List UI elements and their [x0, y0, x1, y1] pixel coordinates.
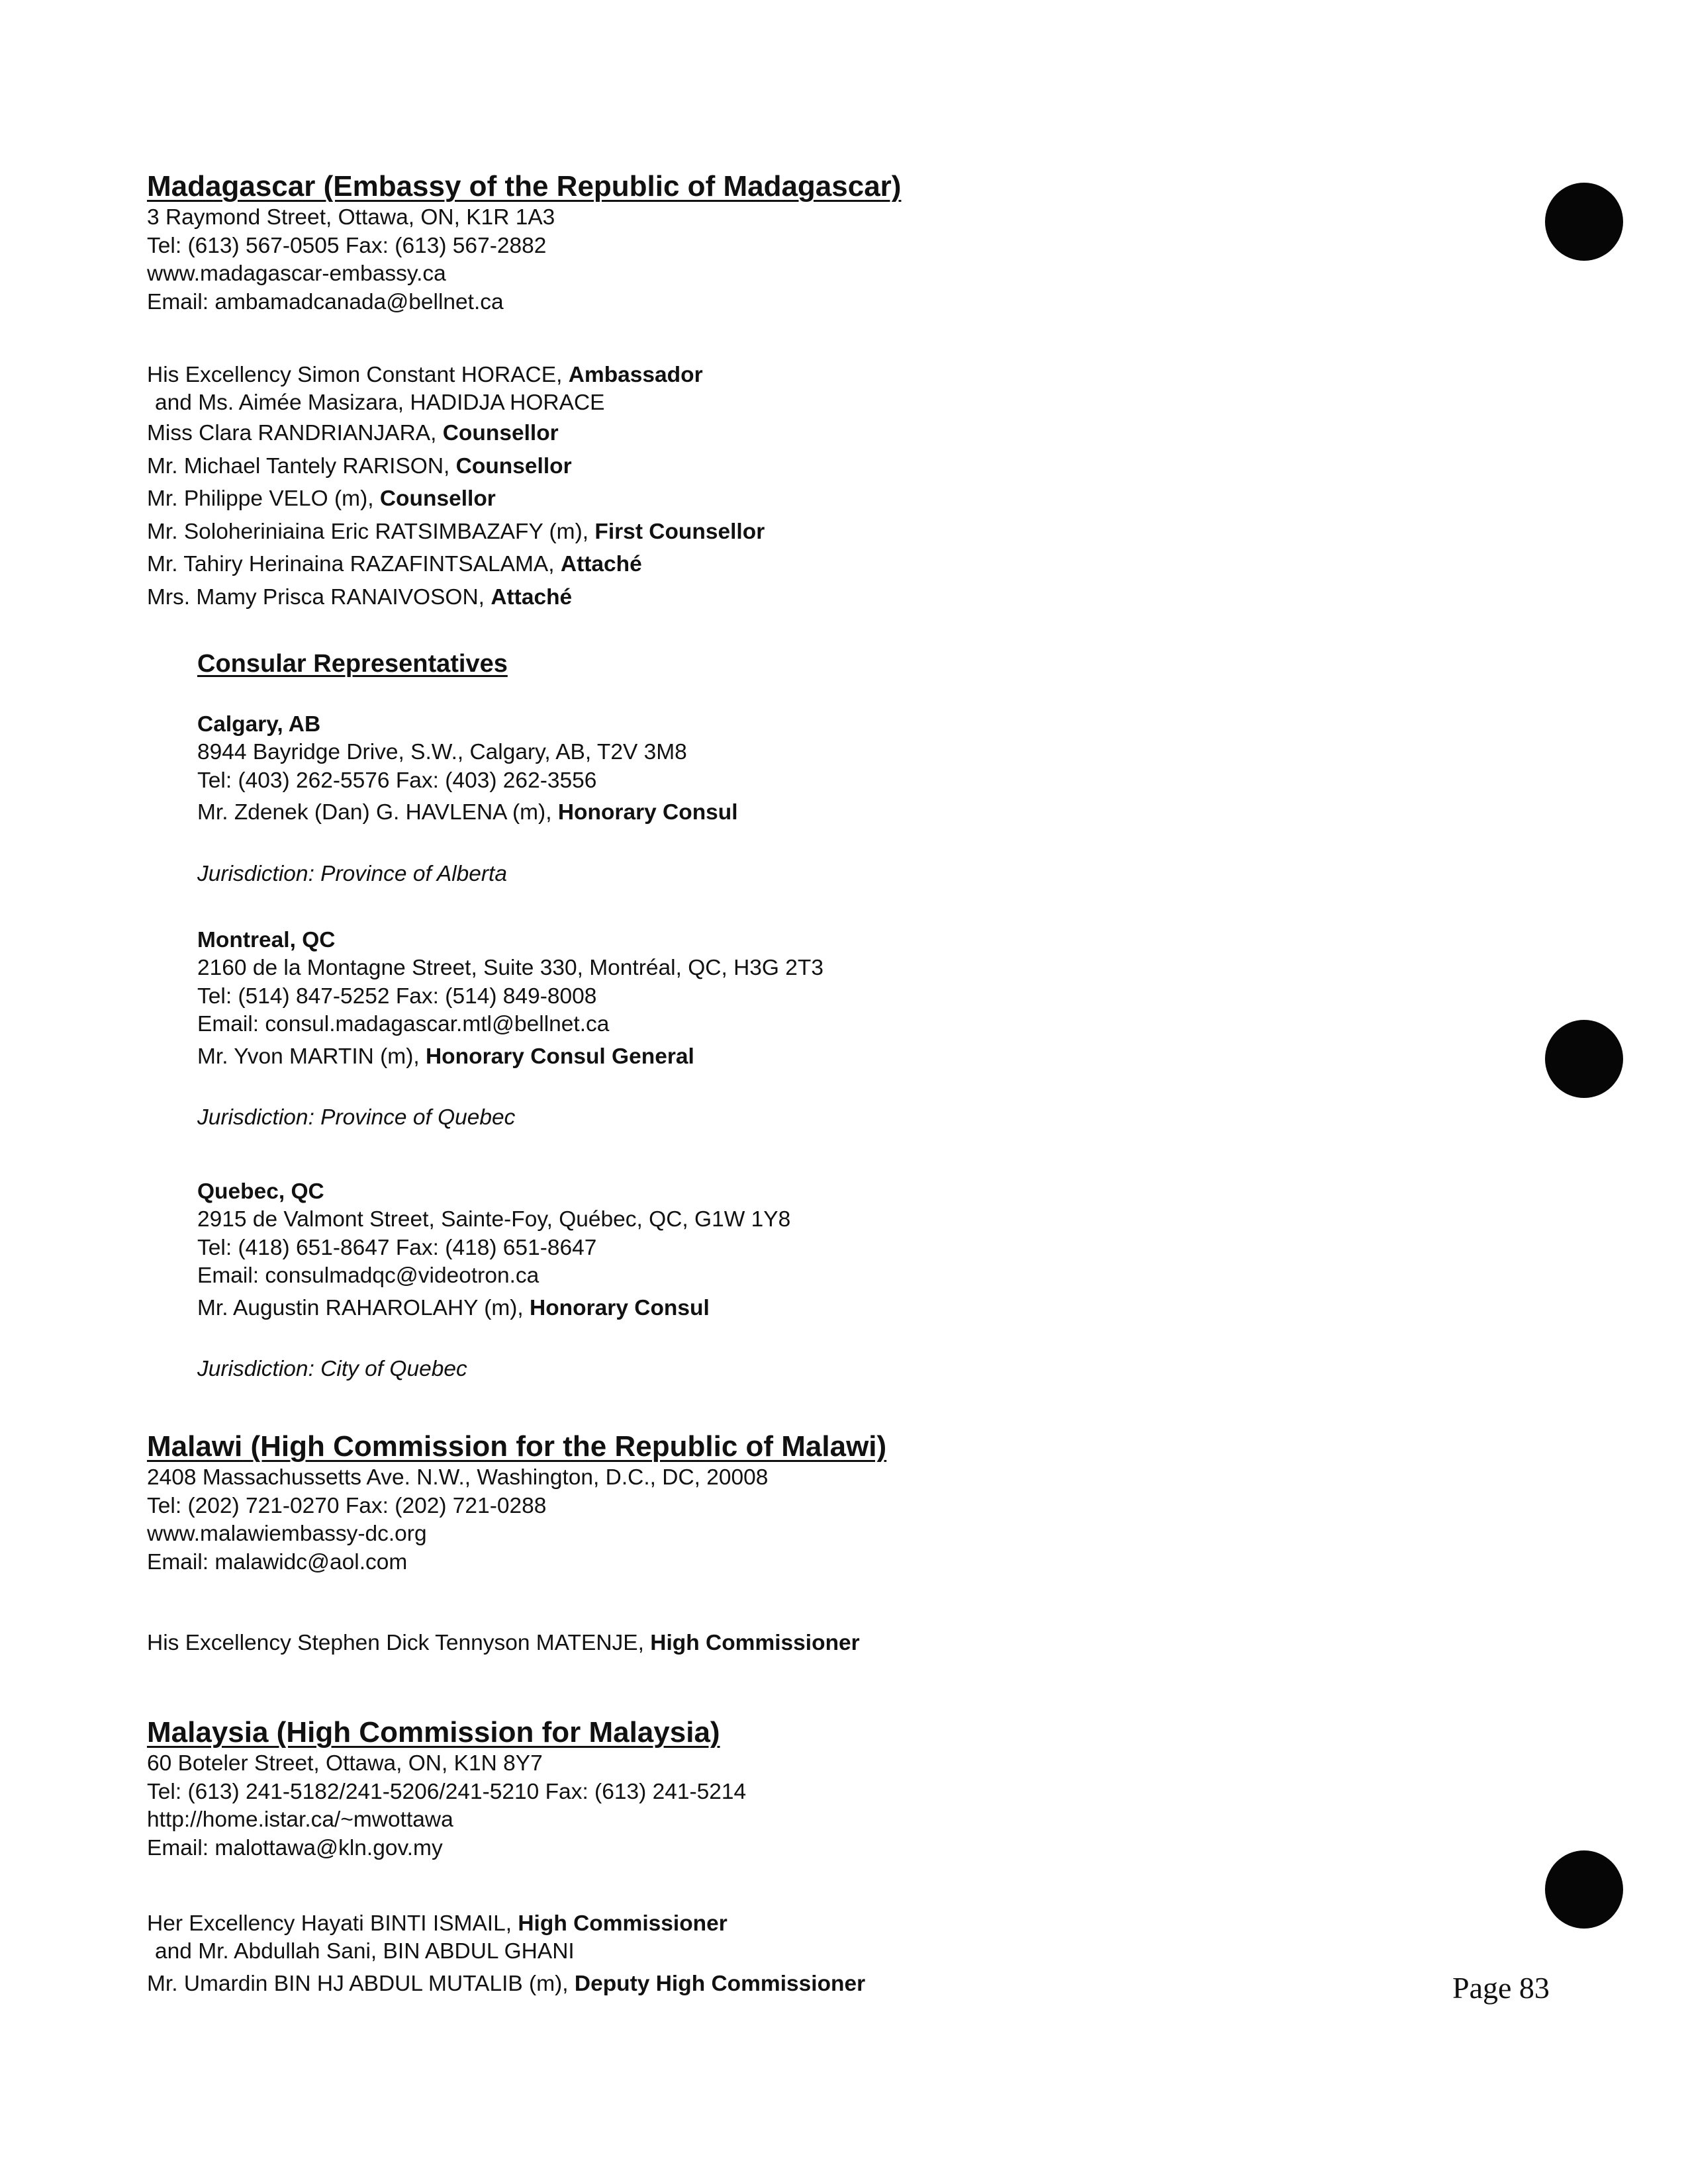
madagascar-heading: Madagascar (Embassy of the Republic of Madagascar): [147, 170, 902, 203]
consulate-jurisdiction: Jurisdiction: Province of Alberta: [197, 861, 507, 886]
consulate-city: Quebec, QC: [197, 1179, 324, 1204]
consulate-email: Email: consul.madagascar.mtl@bellnet.ca: [197, 1012, 610, 1036]
malawi-personnel-list: [147, 1627, 1405, 1660]
consular-representatives-heading: [197, 649, 1389, 679]
consulate-calgary: [197, 711, 1389, 888]
consulate-person: Mr. Zdenek (Dan) G. HAVLENA (m), Honorary Consul: [197, 800, 738, 825]
consulate-address: 8944 Bayridge Drive, S.W., Calgary, AB, T2V 3M8: [197, 740, 687, 764]
personnel-entry: Mr. Tahiry Herinaina RAZAFINTSALAMA, Attaché: [147, 552, 642, 576]
malaysia-email: Email: malottawa@kln.gov.my: [147, 1835, 443, 1860]
personnel-entry: and Ms. Aimée Masizara, HADIDJA HORACE: [155, 390, 605, 415]
consulate-person: Mr. Yvon MARTIN (m), Honorary Consul General: [197, 1044, 694, 1069]
punch-hole-top: [1545, 183, 1623, 261]
personnel-entry: Miss Clara RANDRIANJARA, Counsellor: [147, 421, 559, 445]
malawi-heading: Malawi (High Commission for the Republic of Malawi): [147, 1430, 887, 1463]
malawi-email: Email: malawidc@aol.com: [147, 1549, 408, 1574]
personnel-entry: His Excellency Simon Constant HORACE, Ambassador: [147, 363, 703, 387]
consulate-phone: Tel: (418) 651-8647 Fax: (418) 651-8647: [197, 1235, 597, 1260]
madagascar-phone: Tel: (613) 567-0505 Fax: (613) 567-2882: [147, 233, 547, 258]
personnel-entry: His Excellency Stephen Dick Tennyson MATENJE, High Commissioner: [147, 1631, 860, 1655]
malaysia-address: 60 Boteler Street, Ottawa, ON, K1N 8Y7: [147, 1751, 543, 1776]
consulate-email: Email: consulmadqc@videotron.ca: [197, 1263, 539, 1288]
madagascar-website: www.madagascar-embassy.ca: [147, 261, 446, 286]
consulate-address: 2915 de Valmont Street, Sainte-Foy, Québec, QC, G1W 1Y8: [197, 1207, 791, 1232]
consulate-quebec: [197, 1178, 1389, 1383]
personnel-entry: Her Excellency Hayati BINTI ISMAIL, High Commissioner: [147, 1911, 727, 1936]
malawi-section: [147, 1430, 1405, 1576]
personnel-entry: Mrs. Mamy Prisca RANAIVOSON, Attaché: [147, 584, 573, 610]
personnel-entry: Mr. Soloheriniaina Eric RATSIMBAZAFY (m), First Counsellor: [147, 519, 765, 544]
malaysia-personnel-list: [147, 1910, 1405, 2003]
malaysia-website: http://home.istar.ca/~mwottawa: [147, 1807, 453, 1832]
consulate-address: 2160 de la Montagne Street, Suite 330, Montréal, QC, H3G 2T3: [197, 956, 823, 980]
personnel-entry: Mr. Umardin BIN HJ ABDUL MUTALIB (m), Deputy High Commissioner: [147, 1972, 866, 1996]
consulate-city: Montreal, QC: [197, 928, 336, 952]
malaysia-section: [147, 1715, 1405, 1862]
malawi-address: 2408 Massachussetts Ave. N.W., Washington, D.C., DC, 20008: [147, 1465, 769, 1490]
madagascar-email: Email: ambamadcanada@bellnet.ca: [147, 289, 504, 314]
consulate-jurisdiction: Jurisdiction: City of Quebec: [197, 1357, 467, 1381]
consulate-phone: Tel: (514) 847-5252 Fax: (514) 849-8008: [197, 983, 597, 1009]
consulate-jurisdiction: Jurisdiction: Province of Quebec: [197, 1105, 516, 1130]
malaysia-phone: Tel: (613) 241-5182/241-5206/241-5210 Fax: (613) 241-5214: [147, 1779, 747, 1804]
page-number: Page 83: [1452, 1971, 1550, 2005]
malawi-website: www.malawiembassy-dc.org: [147, 1522, 427, 1546]
punch-hole-middle: [1545, 1020, 1623, 1098]
malaysia-heading: Malaysia (High Commission for Malaysia): [147, 1716, 720, 1749]
consulate-person: Mr. Augustin RAHAROLAHY (m), Honorary Consul: [197, 1295, 710, 1320]
consulate-city: Calgary, AB: [197, 712, 321, 737]
madagascar-address: 3 Raymond Street, Ottawa, ON, K1R 1A3: [147, 205, 555, 230]
madagascar-personnel-list: [147, 361, 1405, 614]
malawi-phone: Tel: (202) 721-0270 Fax: (202) 721-0288: [147, 1493, 547, 1518]
madagascar-embassy-section: [147, 169, 1405, 316]
personnel-entry: Mr. Michael Tantely RARISON, Counsellor: [147, 453, 572, 478]
personnel-entry: Mr. Philippe VELO (m), Counsellor: [147, 486, 496, 511]
consular-heading-text: Consular Representatives: [197, 650, 508, 678]
personnel-entry: and Mr. Abdullah Sani, BIN ABDUL GHANI: [155, 1939, 575, 1964]
consulate-montreal: [197, 927, 1389, 1132]
punch-hole-bottom: [1545, 1850, 1623, 1929]
consulate-phone: Tel: (403) 262-5576 Fax: (403) 262-3556: [197, 768, 597, 793]
